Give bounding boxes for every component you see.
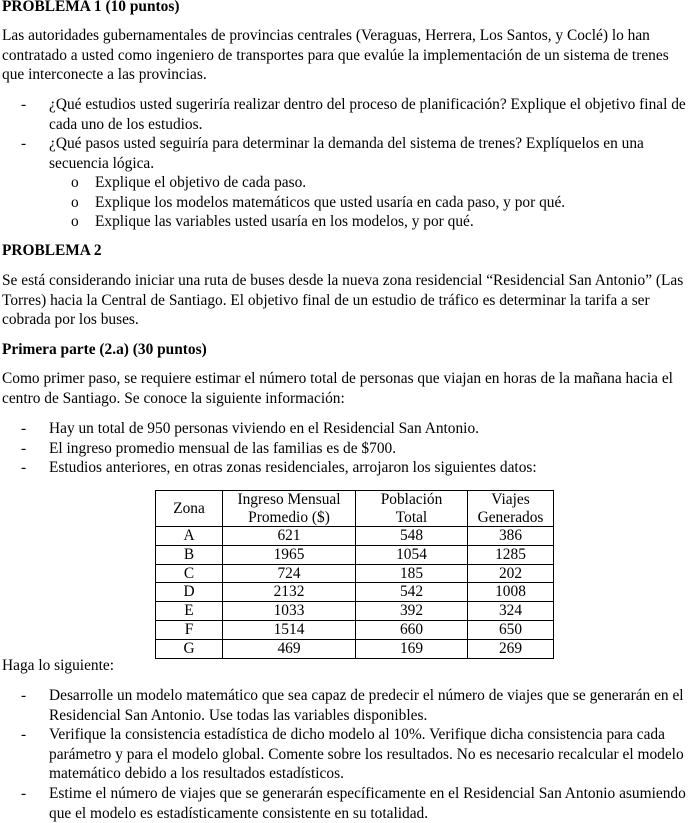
bullet-dash: - [21,686,26,706]
table-cell: 1514 [223,620,356,639]
problem2-intro [2,271,694,330]
table-header-cell: Ingreso Mensual Promedio ($) [223,491,356,527]
problem1-intro [2,26,694,85]
table-cell: 542 [356,583,468,602]
bullet-dash: - [21,784,26,804]
table-cell: 392 [356,602,468,621]
part-intro [2,369,694,408]
table-cell: 1033 [223,602,356,621]
bullet-dash: - [21,439,26,459]
table-cell: 660 [356,620,468,639]
table-cell: 724 [223,564,356,583]
haga-label: Haga lo siguiente: [2,656,694,676]
bullet-line: El ingreso promedio mensual de las familias es de $700. [49,439,396,459]
table-row [156,545,554,564]
table-cell: 650 [468,620,554,639]
sub-bullet-text: Explique los modelos matemáticos que usted usaría en cada paso, y por qué. [95,193,565,213]
bullet-line: parámetro y para el modelo global. Comente sobre los resultados. No es necesario recalcular el modelo [49,745,684,765]
sub-bullet-marker: o [71,193,79,213]
table-cell: 548 [356,527,468,546]
bullet-line: ¿Qué pasos usted seguiría para determinar la demanda del sistema de trenes? Explíquelos en una [49,134,644,154]
problem1-heading: PROBLEMA 1 (10 puntos) [2,0,179,17]
table-cell: B [156,545,223,564]
table-row [156,564,554,583]
problem1-intro-line: que interconecte a las provincias. [2,65,694,85]
bullet-line: Estime el número de viajes que se generarán específicamente en el Residencial San Antonio asumiendo [49,784,686,804]
table-cell: F [156,620,223,639]
table-cell: 469 [223,639,356,658]
problem1-intro-line: Las autoridades gubernamentales de provincias centrales (Veraguas, Herrera, Los Santos, y Coclé) lo han [2,26,694,46]
table-cell: 269 [468,639,554,658]
problem1-intro-line: contratado a usted como ingeniero de transportes para que evalúe la implementación de un sistema de trenes [2,46,694,66]
part-intro-line: Como primer paso, se requiere estimar el número total de personas que viajan en horas de la mañana hacia el [2,369,694,389]
table-cell: 185 [356,564,468,583]
part-heading: Primera parte (2.a) (30 puntos) [2,340,207,360]
bullet-line: Estudios anteriores, en otras zonas residenciales, arrojaron los siguientes datos: [49,458,537,478]
bullet-dash: - [21,95,26,115]
table-header-cell: Viajes Generados [468,491,554,527]
table-cell: A [156,527,223,546]
table-cell: 1965 [223,545,356,564]
table-row [156,527,554,546]
table-row [156,602,554,621]
table-cell: 386 [468,527,554,546]
table-cell: E [156,602,223,621]
table-cell: D [156,583,223,602]
table-header-row [156,491,554,527]
sub-bullet-text: Explique el objetivo de cada paso. [95,173,306,193]
bullet-line: secuencia lógica. [49,154,644,174]
sub-bullet-marker: o [71,212,79,232]
bullet-line: Residencial San Antonio. Use todas las variables disponibles. [49,706,684,726]
sub-bullet-marker: o [71,173,79,193]
table-cell: 1285 [468,545,554,564]
bullet-dash: - [21,725,26,745]
table-row [156,583,554,602]
bullet-line: Hay un total de 950 personas viviendo en el Residencial San Antonio. [49,419,479,439]
bullet-dash: - [21,458,26,478]
sub-bullet-text: Explique las variables usted usaría en los modelos, y por qué. [95,212,474,232]
problem2-intro-line: cobrada por los buses. [2,310,694,330]
table-header-cell: Población Total [356,491,468,527]
table-row [156,620,554,639]
table-header-cell: Zona [156,491,223,527]
bullet-line: que el modelo es estadísticamente consistente en su totalidad. [49,804,686,823]
bullet-line: matemático debido a los resultados estadísticos. [49,764,684,784]
bullet-dash: - [21,134,26,154]
problem2-heading: PROBLEMA 2 [2,241,102,261]
bullet-line: cada uno de los estudios. [49,115,686,135]
problem2-intro-line: Se está considerando iniciar una ruta de buses desde la nueva zona residencial “Residencial San Antonio” (Las [2,271,694,291]
bullet-line: ¿Qué estudios usted sugeriría realizar dentro del proceso de planificación? Explique el objetivo final de [49,95,686,115]
table-cell: G [156,639,223,658]
table-cell: C [156,564,223,583]
table-cell: 202 [468,564,554,583]
table-cell: 324 [468,602,554,621]
table-cell: 169 [356,639,468,658]
table-cell: 621 [223,527,356,546]
bullet-line: Desarrolle un modelo matemático que sea capaz de predecir el número de viajes que se generarán en el [49,686,684,706]
table-cell: 1008 [468,583,554,602]
data-table [155,490,554,659]
table-cell: 1054 [356,545,468,564]
table-cell: 2132 [223,583,356,602]
problem2-intro-line: Torres) hacia la Central de Santiago. El objetivo final de un estudio de tráfico es determinar la tarifa a ser [2,291,694,311]
bullet-dash: - [21,419,26,439]
bullet-line: Verifique la consistencia estadística de dicho modelo al 10%. Verifique dicha consistencia para cada [49,725,684,745]
part-intro-line: centro de Santiago. Se conoce la siguiente información: [2,389,694,409]
